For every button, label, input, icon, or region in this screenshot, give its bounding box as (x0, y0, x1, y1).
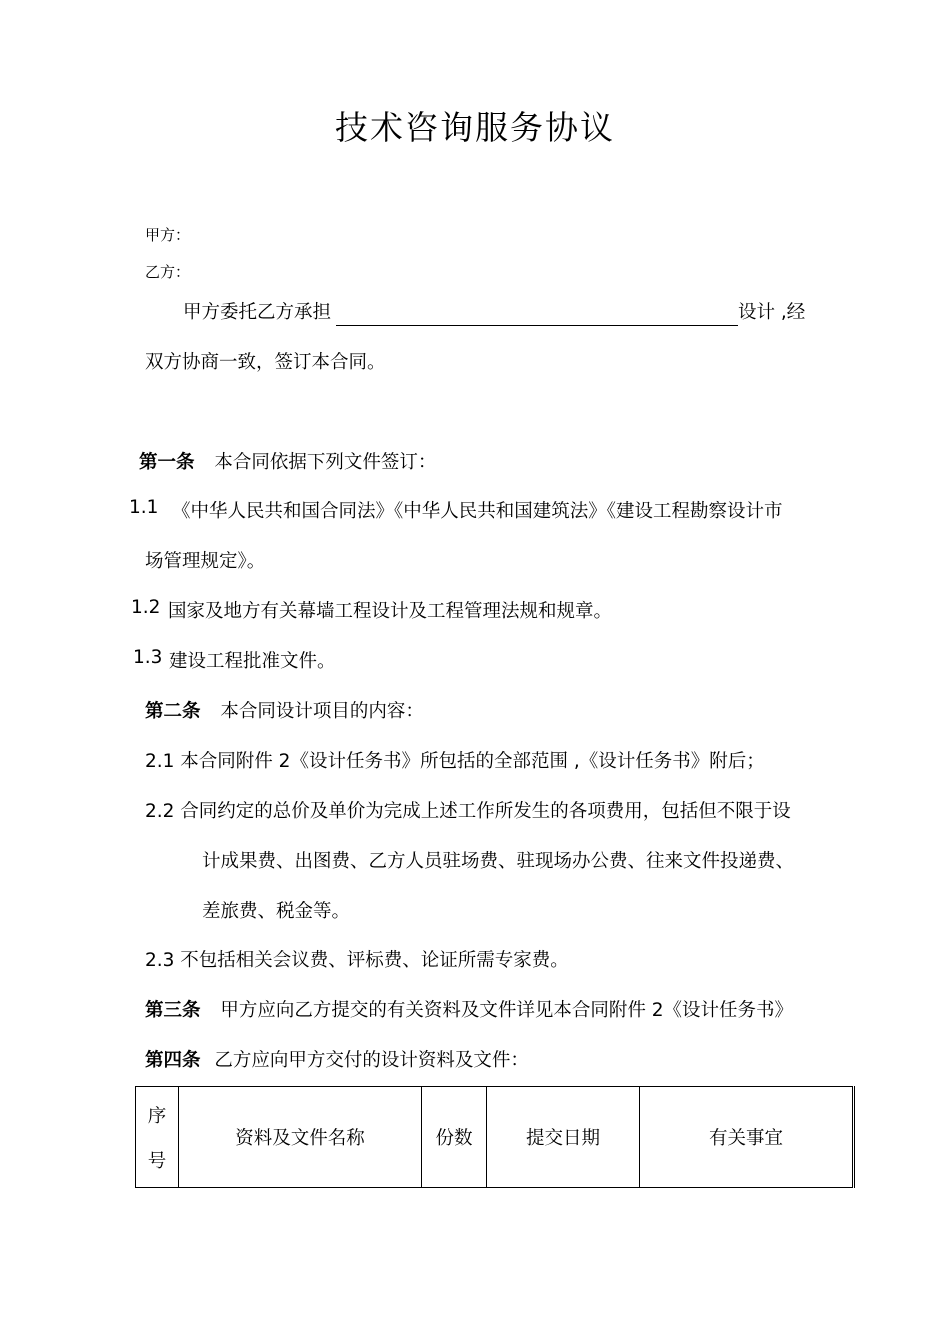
deliverables-table (135, 1086, 855, 1188)
header-copies: 份数 (422, 1087, 487, 1188)
project-name-blank (336, 325, 738, 326)
article1-heading: 第一条 (139, 452, 195, 473)
article4-heading: 第四条 (145, 1050, 201, 1071)
intro-line1-end: 设计 ,经 (738, 302, 806, 323)
article1-text: 本合同依据下列文件签订： (214, 452, 437, 473)
article2-text: 本合同设计项目的内容： (220, 701, 424, 722)
intro-line2: 双方协商一致，签订本合同。 (145, 352, 386, 373)
header-name: 资料及文件名称 (179, 1087, 422, 1188)
article3-heading: 第三条 (145, 1000, 201, 1021)
item-1-2-num: 1.2 (131, 597, 161, 618)
item-2-3-text: 2.3 不包括相关会议费、评标费、论证所需专家费。 (145, 950, 569, 971)
item-1-3-num: 1.3 (133, 647, 163, 668)
item-1-1-cont: 场管理规定》。 (145, 551, 266, 572)
intro-line1-start: 甲方委托乙方承担 (183, 302, 332, 323)
header-notes: 有关事宜 (640, 1087, 854, 1188)
item-1-1-num: 1.1 (129, 497, 159, 518)
item-2-2-cont2: 差旅费、税金等。 (202, 901, 351, 922)
item-2-2-text: 2.2 合同约定的总价及单价为完成上述工作所发生的各项费用，包括但不限于设 (145, 801, 791, 822)
header-date: 提交日期 (487, 1087, 640, 1188)
party-a-label: 甲方： (145, 226, 191, 244)
party-b-label: 乙方： (145, 263, 191, 281)
header-seq-line1: 序 (147, 1106, 167, 1127)
item-1-1-text: 《中华人民共和国合同法》《中华人民共和国建筑法》《建设工程勘察设计市 (172, 501, 783, 522)
item-2-1-text: 2.1 本合同附件 2《设计任务书》所包括的全部范围 ,《设计任务书》附后； (145, 751, 765, 772)
table-header-row (136, 1087, 854, 1188)
document-title: 技术咨询服务协议 (335, 108, 615, 147)
item-1-2-text: 国家及地方有关幕墙工程设计及工程管理法规和规章。 (168, 601, 613, 622)
article2-heading: 第二条 (145, 701, 201, 722)
article4-text: 乙方应向甲方交付的设计资料及文件： (214, 1050, 529, 1071)
article4-line (145, 1046, 529, 1072)
article2-line (145, 697, 424, 723)
article1-line (139, 448, 436, 474)
header-seq-line2: 号 (147, 1151, 167, 1172)
item-1-3-text: 建设工程批准文件。 (169, 651, 336, 672)
item-2-2-cont1: 计成果费、出图费、乙方人员驻场费、驻现场办公费、往来文件投递费、 (202, 851, 795, 872)
header-seq (136, 1087, 179, 1188)
article3-text: 甲方应向乙方提交的有关资料及文件详见本合同附件 2《设计任务书》 (220, 1000, 794, 1021)
article3-line (145, 996, 793, 1022)
